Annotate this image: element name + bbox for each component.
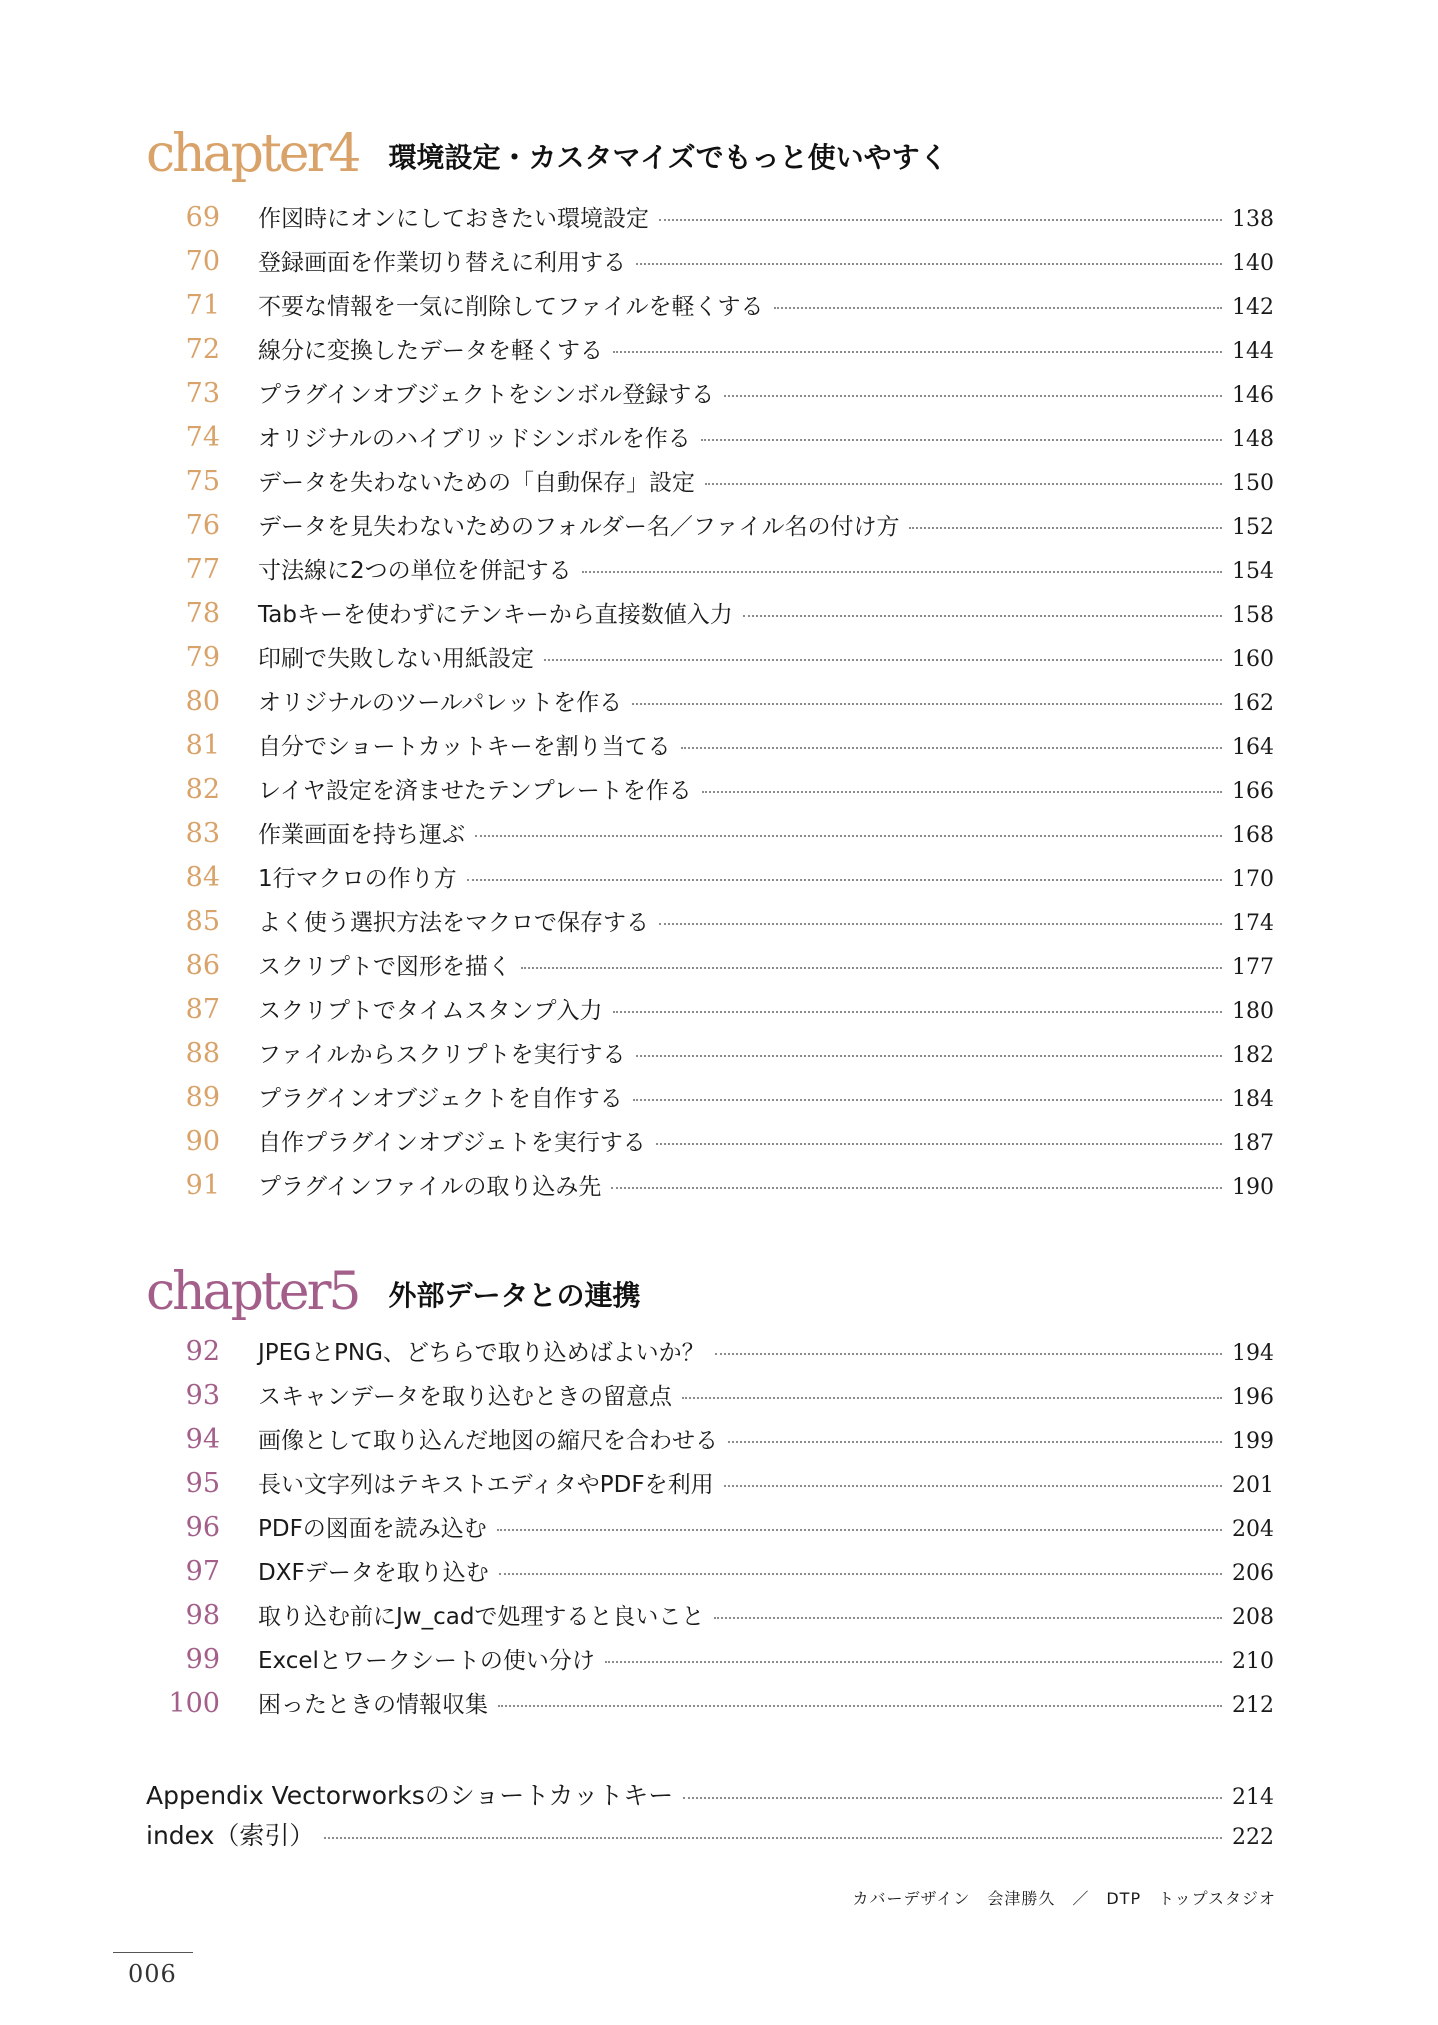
toc-row[interactable] (146, 640, 1274, 684)
dot-leader (498, 1705, 1222, 1707)
toc-entry-number: 93 (185, 1380, 220, 1411)
toc-entry-title: スクリプトで図形を描く (258, 954, 511, 980)
toc-entry-number: 84 (185, 862, 220, 893)
appendix-list (146, 1776, 1274, 1856)
toc-entry-title: スクリプトでタイムスタンプ入力 (258, 998, 603, 1024)
toc-entry-title: 自分でショートカットキーを割り当てる (258, 734, 671, 760)
toc-entry-page: 160 (1232, 647, 1274, 672)
toc-entry-page: 214 (1232, 1785, 1274, 1810)
toc-entry-page: 166 (1232, 779, 1274, 804)
dot-leader (497, 1529, 1222, 1531)
toc-entry-page: 150 (1232, 471, 1274, 496)
toc-entry-title: 困ったときの情報収集 (258, 1692, 488, 1718)
toc-row[interactable] (146, 728, 1274, 772)
dot-leader (659, 923, 1222, 925)
toc-row[interactable] (146, 684, 1274, 728)
dot-leader (636, 263, 1222, 265)
toc-entry-page: 201 (1232, 1473, 1274, 1498)
dot-leader (705, 483, 1222, 485)
dot-leader (714, 1617, 1222, 1619)
toc-row[interactable] (146, 772, 1274, 816)
toc-entry-number: 94 (185, 1424, 220, 1455)
toc-entry-title: プラグインファイルの取り込み先 (258, 1174, 602, 1200)
toc-entry-number: 95 (185, 1468, 220, 1499)
toc-entry-number: 88 (185, 1038, 220, 1069)
toc-entry-title: Excelとワークシートの使い分け (258, 1648, 595, 1674)
toc-entry-number: 70 (185, 246, 220, 277)
toc-entry-title: JPEGとPNG、どちらで取り込めばよいか？ (258, 1340, 705, 1366)
toc-entry-page: 170 (1232, 867, 1274, 892)
toc-entry-number: 90 (185, 1126, 220, 1157)
toc-entry-page: 142 (1232, 295, 1274, 320)
toc-entry-page: 158 (1232, 603, 1274, 628)
toc-row[interactable] (146, 376, 1274, 420)
dot-leader (605, 1661, 1222, 1663)
dot-leader (499, 1573, 1222, 1575)
toc-entry-page: 146 (1232, 383, 1274, 408)
dot-leader (611, 1187, 1222, 1189)
toc-entry-title: 取り込む前にJw_cadで処理すると良いこと (258, 1604, 705, 1630)
toc-entry-title: 長い文字列はテキストエディタやPDFを利用 (258, 1472, 714, 1498)
toc-entry-number: 78 (185, 598, 220, 629)
toc-entry-page: 210 (1232, 1649, 1274, 1674)
toc-entry-title: PDFの図面を読み込む (258, 1516, 487, 1542)
toc-row[interactable] (146, 1686, 1274, 1730)
dot-leader (324, 1837, 1222, 1839)
dot-leader (659, 219, 1222, 221)
toc-entry-page: 204 (1232, 1517, 1274, 1542)
toc-row[interactable] (146, 552, 1274, 596)
chapter-heading (146, 1262, 641, 1322)
toc-entry-title: Appendix Vectorworksのショートカットキー (146, 1781, 674, 1810)
toc-entry-page: 182 (1232, 1043, 1274, 1068)
toc-row[interactable] (146, 420, 1274, 464)
toc-entry-number: 80 (185, 686, 220, 717)
toc-row[interactable] (146, 1036, 1274, 1080)
toc-entry-number: 82 (185, 774, 220, 805)
toc-entry-title: スキャンデータを取り込むときの留意点 (258, 1384, 672, 1410)
toc-entry-number: 92 (185, 1336, 220, 1367)
toc-row[interactable] (146, 948, 1274, 992)
toc-entry-title: オリジナルのハイブリッドシンボルを作る (258, 426, 691, 452)
toc-row[interactable] (146, 1378, 1274, 1422)
toc-entry-page: 199 (1232, 1429, 1274, 1454)
toc-entry-title: 印刷で失敗しない用紙設定 (258, 646, 534, 672)
dot-leader (743, 615, 1222, 617)
chapter-heading (146, 124, 948, 184)
toc-row[interactable] (146, 1334, 1274, 1378)
toc-entry-number: 72 (185, 334, 220, 365)
toc-row-index[interactable] (146, 1816, 1274, 1856)
toc-list (146, 200, 1274, 1212)
toc-row[interactable] (146, 244, 1274, 288)
toc-row[interactable] (146, 464, 1274, 508)
dot-leader (724, 1485, 1222, 1487)
toc-entry-number: 81 (185, 730, 220, 761)
toc-row[interactable] (146, 1080, 1274, 1124)
toc-entry-number: 85 (185, 906, 220, 937)
toc-entry-page: 180 (1232, 999, 1274, 1024)
toc-entry-title: 線分に変換したデータを軽くする (258, 338, 603, 364)
toc-entry-number: 89 (185, 1082, 220, 1113)
toc-entry-page: 184 (1232, 1087, 1274, 1112)
toc-entry-number: 86 (185, 950, 220, 981)
dot-leader (701, 439, 1222, 441)
toc-entry-number: 97 (185, 1556, 220, 1587)
toc-entry-page: 174 (1232, 911, 1274, 936)
toc-entry-number: 100 (168, 1688, 220, 1719)
toc-row[interactable] (146, 1168, 1274, 1212)
toc-row[interactable] (146, 288, 1274, 332)
toc-entry-number: 74 (185, 422, 220, 453)
dot-leader (683, 1797, 1222, 1799)
toc-entry-page: 196 (1232, 1385, 1274, 1410)
toc-entry-title: DXFデータを取り込む (258, 1560, 489, 1586)
toc-entry-number: 96 (185, 1512, 220, 1543)
toc-entry-page: 140 (1232, 251, 1274, 276)
dot-leader (656, 1143, 1222, 1145)
toc-row[interactable] (146, 1554, 1274, 1598)
toc-entry-number: 91 (185, 1170, 220, 1201)
toc-entry-page: 168 (1232, 823, 1274, 848)
toc-entry-title: プラグインオブジェクトを自作する (258, 1086, 623, 1112)
toc-entry-title: レイヤ設定を済ませたテンプレートを作る (258, 778, 692, 804)
dot-leader (724, 395, 1222, 397)
toc-row[interactable] (146, 332, 1274, 376)
toc-entry-number: 77 (185, 554, 220, 585)
toc-row[interactable] (146, 860, 1274, 904)
toc-entry-page: 190 (1232, 1175, 1274, 1200)
toc-entry-page: 212 (1232, 1693, 1274, 1718)
toc-entry-title: 登録画面を作業切り替えに利用する (258, 250, 626, 276)
toc-entry-title: 作業画面を持ち運ぶ (258, 822, 465, 848)
toc-row[interactable] (146, 904, 1274, 948)
toc-entry-page: 152 (1232, 515, 1274, 540)
toc-entry-page: 222 (1232, 1825, 1274, 1850)
toc-row[interactable] (146, 1422, 1274, 1466)
dot-leader (702, 791, 1222, 793)
toc-entry-number: 98 (185, 1600, 220, 1631)
toc-entry-title: データを失わないための「自動保存」設定 (258, 470, 695, 496)
toc-list (146, 1334, 1274, 1730)
toc-entry-number: 76 (185, 510, 220, 541)
toc-entry-title: Tabキーを使わずにテンキーから直接数値入力 (258, 602, 733, 628)
toc-entry-number: 71 (185, 290, 220, 321)
chapter-title: 環境設定・カスタマイズでもっと使いやすく (388, 141, 948, 174)
page-number: 006 (128, 1960, 177, 1988)
dot-leader (728, 1441, 1222, 1443)
toc-entry-page: 206 (1232, 1561, 1274, 1586)
toc-entry-page: 177 (1232, 955, 1274, 980)
dot-leader (475, 835, 1222, 837)
dot-leader (632, 703, 1222, 705)
dot-leader (613, 351, 1222, 353)
toc-entry-page: 162 (1232, 691, 1274, 716)
toc-entry-title: 作図時にオンにしておきたい環境設定 (258, 206, 649, 232)
dot-leader (633, 1099, 1222, 1101)
chapter-label: chapter4 (146, 124, 359, 184)
toc-entry-page: 154 (1232, 559, 1274, 584)
toc-entry-title: 不要な情報を一気に削除してファイルを軽くする (258, 294, 764, 320)
toc-entry-page: 187 (1232, 1131, 1274, 1156)
page-number-rule (113, 1952, 193, 1953)
toc-entry-page: 164 (1232, 735, 1274, 760)
dot-leader (909, 527, 1222, 529)
dot-leader (682, 1397, 1222, 1399)
toc-row[interactable] (146, 1510, 1274, 1554)
toc-row[interactable] (146, 816, 1274, 860)
chapter-title: 外部データとの連携 (388, 1279, 641, 1312)
toc-entry-page: 138 (1232, 207, 1274, 232)
dot-leader (467, 879, 1222, 881)
toc-entry-page: 208 (1232, 1605, 1274, 1630)
dot-leader (582, 571, 1222, 573)
dot-leader (774, 307, 1222, 309)
toc-row[interactable] (146, 200, 1274, 244)
toc-entry-title: index（索引） (146, 1821, 315, 1850)
toc-entry-title: よく使う選択方法をマクロで保存する (258, 910, 649, 936)
toc-entry-number: 75 (185, 466, 220, 497)
toc-entry-number: 83 (185, 818, 220, 849)
toc-entry-title: 寸法線に2つの単位を併記する (258, 558, 572, 584)
toc-row[interactable] (146, 1642, 1274, 1686)
toc-entry-page: 194 (1232, 1341, 1274, 1366)
toc-row[interactable] (146, 1466, 1274, 1510)
toc-entry-title: オリジナルのツールパレットを作る (258, 690, 623, 716)
toc-entry-number: 73 (185, 378, 220, 409)
toc-entry-number: 99 (185, 1644, 220, 1675)
toc-entry-title: 画像として取り込んだ地図の縮尺を合わせる (258, 1428, 718, 1454)
toc-entry-title: 1行マクロの作り方 (258, 866, 457, 892)
toc-row[interactable] (146, 596, 1274, 640)
dot-leader (715, 1353, 1222, 1355)
toc-row-appendix[interactable] (146, 1776, 1274, 1816)
credit-line: カバーデザイン 会津勝久 ／ DTP トップスタジオ (852, 1889, 1276, 1908)
toc-entry-title: データを見失わないためのフォルダー名／ファイル名の付け方 (258, 514, 900, 540)
toc-entry-number: 87 (185, 994, 220, 1025)
dot-leader (521, 967, 1222, 969)
chapter-label: chapter5 (146, 1262, 359, 1322)
toc-entry-number: 79 (185, 642, 220, 673)
toc-entry-title: ファイルからスクリプトを実行する (258, 1042, 626, 1068)
toc-entry-title: 自作プラグインオブジェトを実行する (258, 1130, 646, 1156)
dot-leader (681, 747, 1222, 749)
toc-row[interactable] (146, 1598, 1274, 1642)
toc-row[interactable] (146, 992, 1274, 1036)
dot-leader (636, 1055, 1222, 1057)
toc-entry-number: 69 (185, 202, 220, 233)
toc-entry-title: プラグインオブジェクトをシンボル登録する (258, 382, 715, 408)
toc-row[interactable] (146, 1124, 1274, 1168)
toc-entry-page: 148 (1232, 427, 1274, 452)
dot-leader (613, 1011, 1222, 1013)
toc-row[interactable] (146, 508, 1274, 552)
dot-leader (544, 659, 1222, 661)
toc-entry-page: 144 (1232, 339, 1274, 364)
